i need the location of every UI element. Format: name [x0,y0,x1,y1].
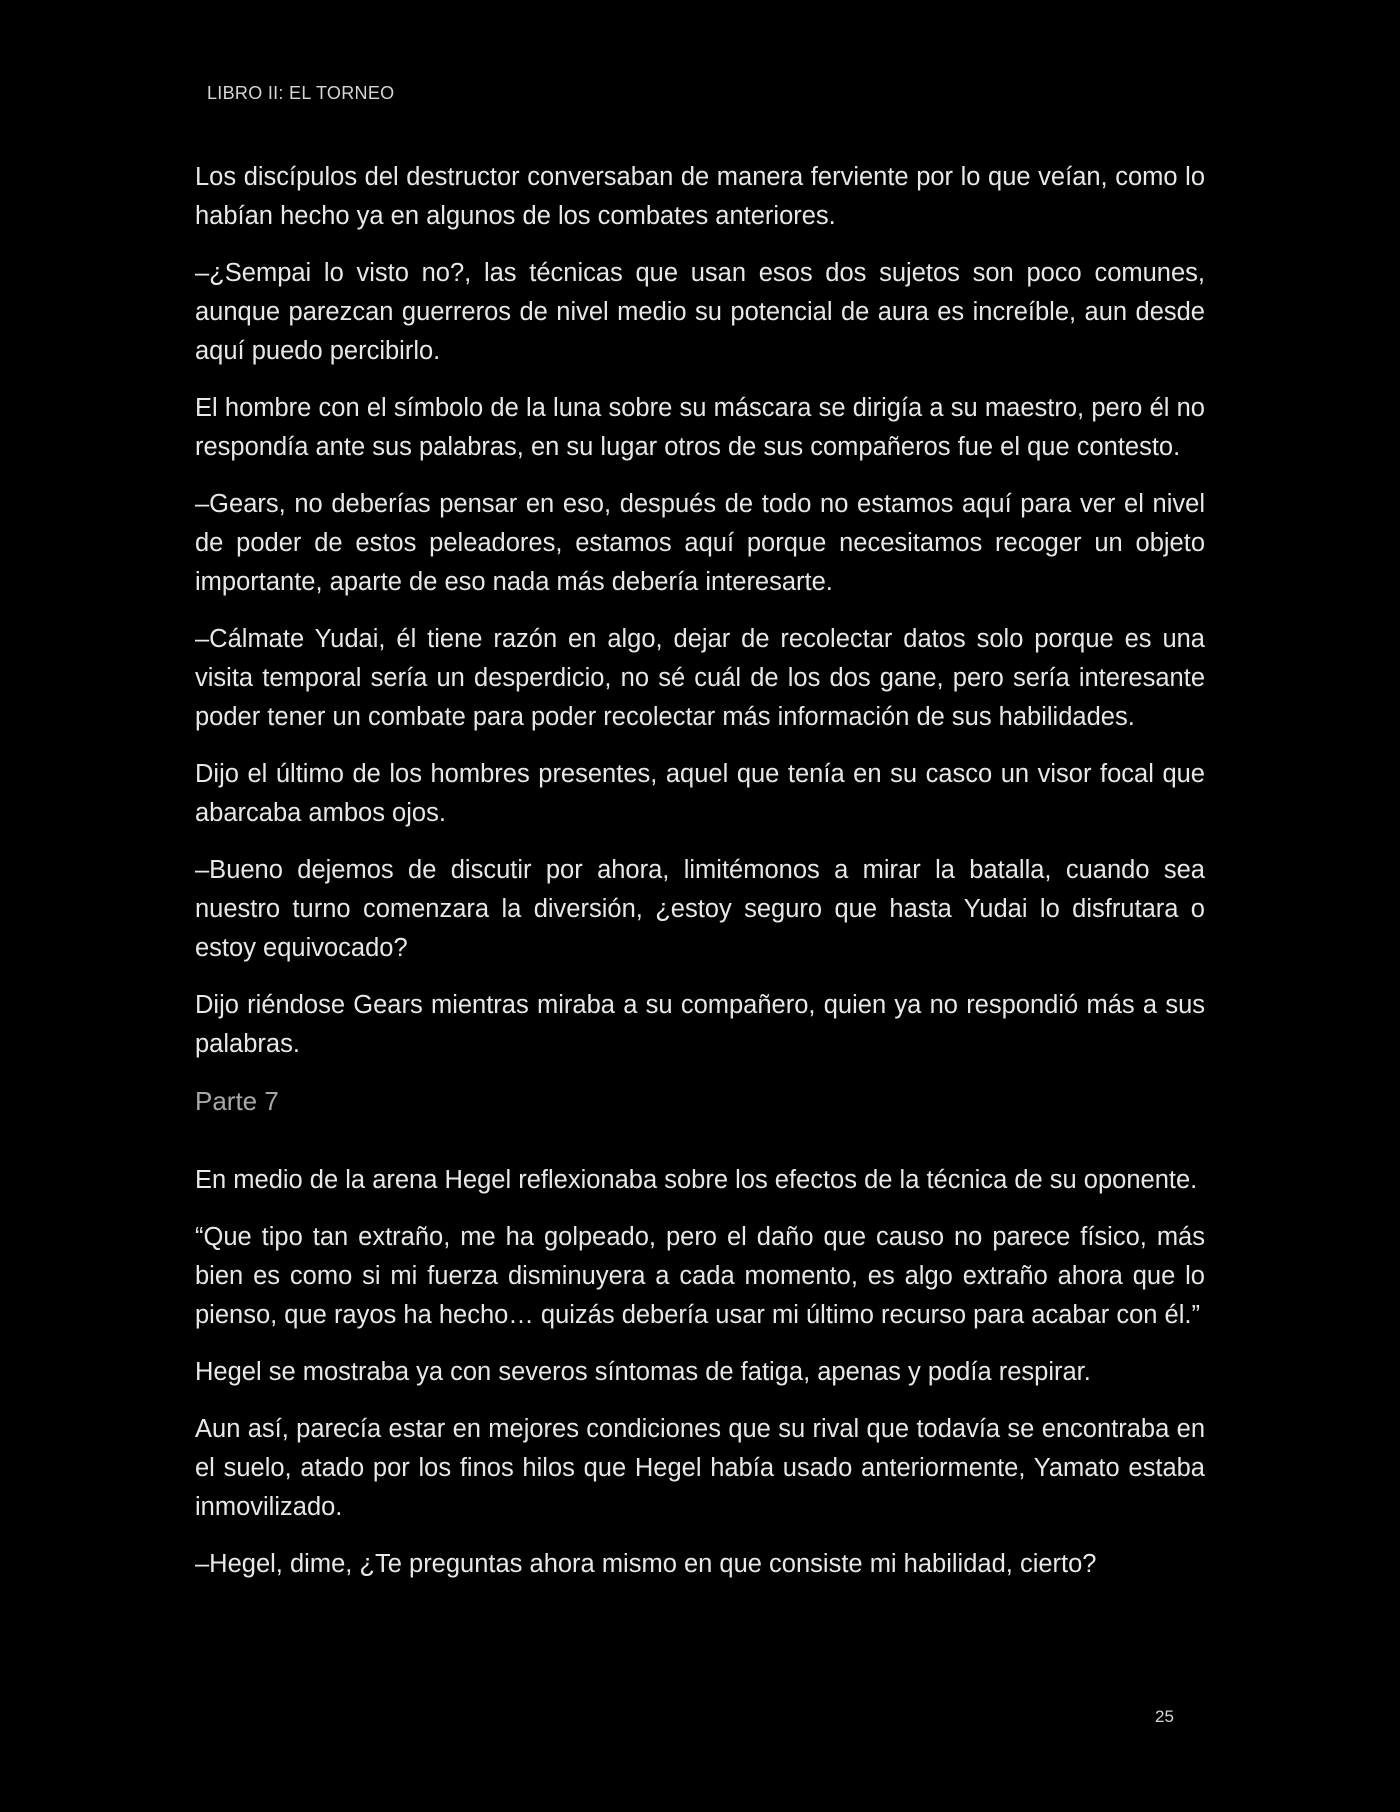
running-header: LIBRO II: EL TORNEO [207,83,395,103]
body-text [195,158,1205,1602]
paragraph: En medio de la arena Hegel reflexionaba sobre los efectos de la técnica de su oponente. [195,1166,1198,1194]
paragraph: –Bueno dejemos de discutir por ahora, limitémonos a mirar la batalla, cuando sea nuestro turno comenzara la diversión, ¿estoy seguro que hasta Yudai lo disfrutara o estoy equivocado? [195,856,1205,962]
paragraph: El hombre con el símbolo de la luna sobre su máscara se dirigía a su maestro, pero él no respondía ante sus palabras, en su lugar otros de sus compañeros fue el que contesto. [195,394,1205,461]
page-number: 25 [1155,1707,1174,1726]
paragraph: Dijo riéndose Gears mientras miraba a su compañero, quien ya no respondió más a sus palabras. [195,991,1205,1058]
section-heading: Parte 7 [195,1086,279,1116]
paragraph: –Hegel, dime, ¿Te preguntas ahora mismo en que consiste mi habilidad, cierto? [195,1550,1097,1578]
paragraph: –¿Sempai lo visto no?, las técnicas que usan esos dos sujetos son poco comunes, aunque parezcan guerreros de nivel medio su potencial de aura es increíble, aun desde aquí puedo percibirlo. [195,259,1205,365]
paragraph: Aun así, parecía estar en mejores condiciones que su rival que todavía se encontraba en el suelo, atado por los finos hilos que Hegel había usado anteriormente, Yamato estaba inmovilizado. [195,1415,1205,1521]
paragraph: Los discípulos del destructor conversaban de manera ferviente por lo que veían, como lo habían hecho ya en algunos de los combates anteriores. [195,163,1205,230]
paragraph: Hegel se mostraba ya con severos síntomas de fatiga, apenas y podía respirar. [195,1358,1091,1386]
paragraph: –Cálmate Yudai, él tiene razón en algo, dejar de recolectar datos solo porque es una visita temporal sería un desperdicio, no sé cuál de los dos gane, pero sería interesante poder tener un combate para poder recolectar más información de sus habilidades. [195,625,1205,731]
paragraph: –Gears, no deberías pensar en eso, después de todo no estamos aquí para ver el nivel de poder de estos peleadores, estamos aquí porque necesitamos recoger un objeto importante, aparte de eso nada más debería interesarte. [195,490,1205,596]
paragraph: Dijo el último de los hombres presentes, aquel que tenía en su casco un visor focal que abarcaba ambos ojos. [195,760,1205,827]
paragraph: “Que tipo tan extraño, me ha golpeado, pero el daño que causo no parece físico, más bien es como si mi fuerza disminuyera a cada momento, es algo extraño ahora que lo pienso, que rayos ha hecho… quizás debería usar mi último recurso para acabar con él.” [195,1223,1205,1329]
